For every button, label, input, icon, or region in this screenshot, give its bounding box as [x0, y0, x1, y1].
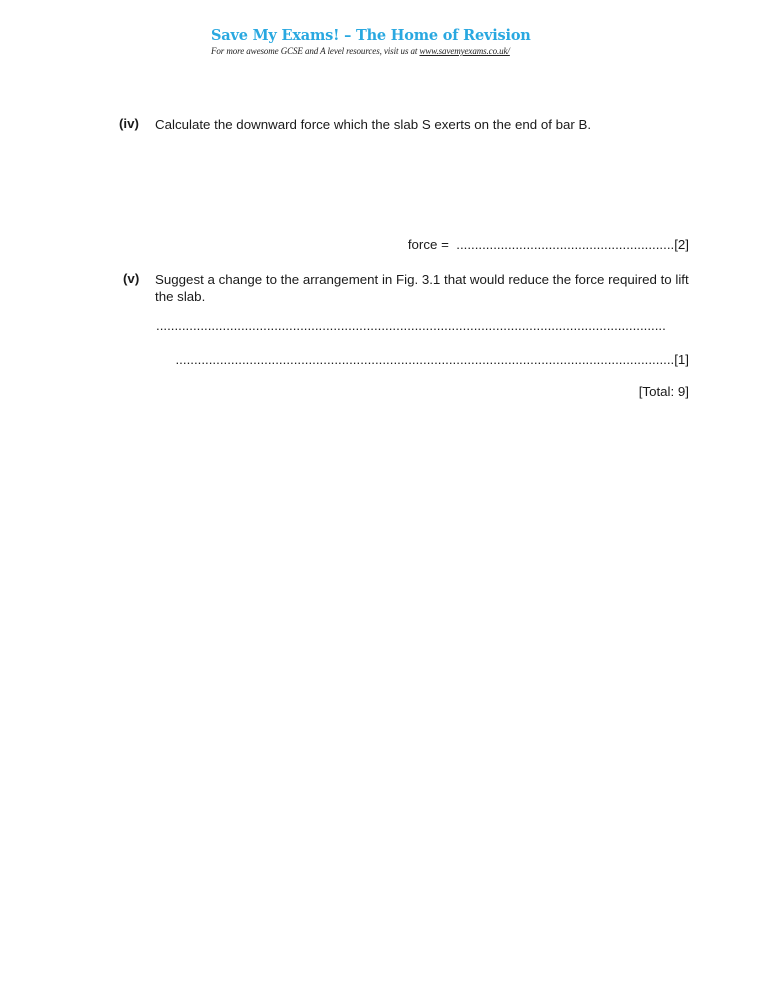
force-dots: ...........................................................[2]: [456, 237, 689, 252]
question-iv-number: (iv): [119, 116, 139, 131]
answer-line-1[interactable]: ..........................................................................................................................................: [156, 318, 666, 333]
question-v-number: (v): [123, 271, 140, 286]
site-subtitle: [211, 46, 531, 56]
site-link[interactable]: www.savemyexams.co.uk/: [419, 46, 510, 56]
force-label: force =: [407, 237, 449, 252]
total-marks: [Total: 9]: [638, 384, 689, 399]
subtitle-text: For more awesome GCSE and A level resources, visit us at: [211, 46, 420, 56]
answer-line-2[interactable]: .......................................................................................................................................[1]: [175, 352, 689, 367]
question-iv-text: Calculate the downward force which the slab S exerts on the end of bar B.: [155, 117, 592, 132]
site-title: Save My Exams! – The Home of Revision: [211, 27, 531, 44]
page-header: [211, 27, 531, 56]
force-answer-line[interactable]: [408, 237, 689, 252]
question-v-text: Suggest a change to the arrangement in Fig. 3.1 that would reduce the force required to lift the slab.: [155, 272, 689, 304]
